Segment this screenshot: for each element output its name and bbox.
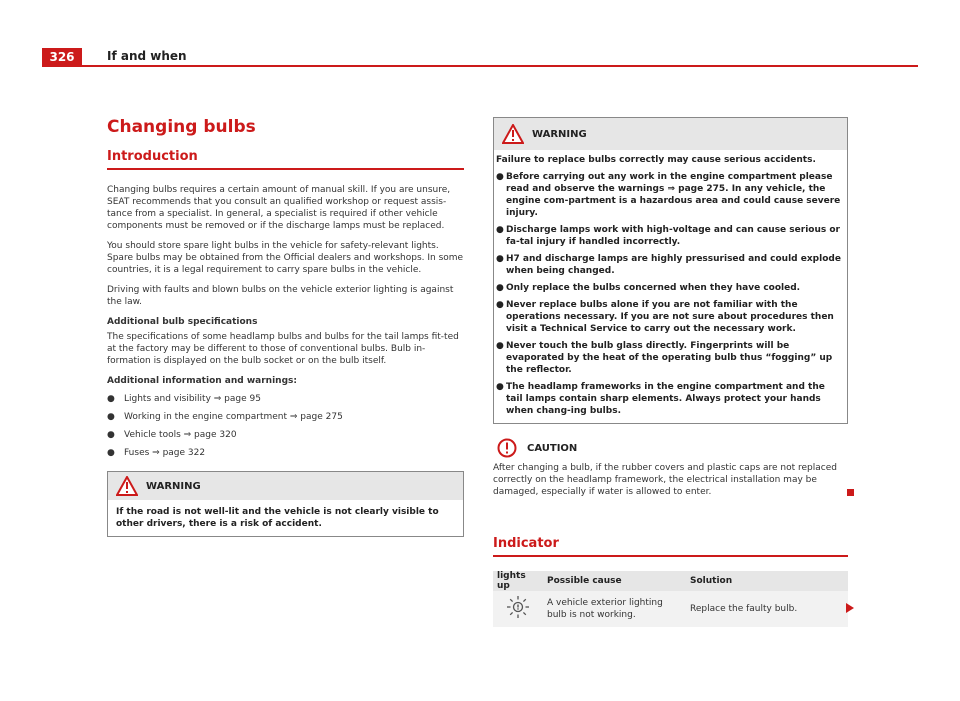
intro-paragraph-1: Changing bulbs requires a certain amount of manual skill. If you are unsure, SEAT recommends that you consult an qualified workshop or request assis-tance from a specialist. In general, a specialist is required if other vehicle components must be removed or if the discharge lamps must be replaced.	[107, 185, 451, 231]
indicator-table	[493, 571, 848, 627]
table-row	[493, 591, 848, 627]
continue-arrow-icon	[846, 603, 854, 613]
intro-paragraph-3: Driving with faults and blown bulbs on the vehicle exterior lighting is against the law.	[107, 285, 454, 307]
warning-triangle-icon	[502, 124, 524, 144]
list-item[interactable]: ● Working in the engine compartment ⇒ page 275	[107, 412, 343, 422]
warning-item: ● H7 and discharge lamps are highly pressurised and could explode when being changed.	[496, 254, 841, 276]
page-title: Changing bulbs	[107, 117, 256, 137]
section-end-marker	[847, 489, 854, 496]
indicator-title: Indicator	[493, 536, 559, 551]
page-number: 326	[42, 48, 82, 67]
section-title: If and when	[107, 49, 187, 63]
subtitle-rule	[107, 168, 464, 170]
bulb-warning-icon	[506, 595, 530, 619]
indicator-section	[493, 536, 848, 627]
table-header-row	[493, 571, 848, 591]
spec-heading: Additional bulb specifications	[107, 317, 258, 327]
warning-item: ● Never touch the bulb glass directly. Fingerprints will be evaporated by the heat of the operating bulb thus “fogging” up the reflector.	[496, 341, 833, 375]
spec-paragraph: The specifications of some headlamp bulbs and bulbs for the tail lamps fit-ted at the factory may be different to those of conventional bulbs. Bulb in-formation is displayed on the bulb socket or on the bulb itself.	[107, 332, 459, 366]
cross-reference-list	[107, 393, 464, 459]
caution-block	[493, 438, 848, 498]
warning-label: WARNING	[532, 128, 587, 140]
table-cell: A vehicle exterior lighting bulb is not working.	[543, 591, 686, 627]
column-header: Solution	[686, 571, 848, 591]
caution-exclamation-icon	[497, 438, 517, 458]
warning-item: ● Only replace the bulbs concerned when they have cooled.	[496, 283, 801, 293]
bullet: ●	[107, 412, 115, 422]
warning-text: If the road is not well-lit and the vehicle is not clearly visible to other drivers, there is a risk of accident.	[116, 507, 439, 529]
list-item[interactable]: ● Lights and visibility ⇒ page 95	[107, 394, 261, 404]
intro-paragraph-2: You should store spare light bulbs in the vehicle for safety-relevant lights. Spare bulbs may be obtained from the Official dealers and workshops. In some countries, it is a legal requirement to carry spare bulbs in the vehicle.	[107, 241, 464, 275]
list-item[interactable]: ● Fuses ⇒ page 322	[107, 448, 206, 458]
column-header: lights up	[493, 571, 543, 591]
warning-item: ● Never replace bulbs alone if you are not familiar with the operations necessary. If you are not sure about procedures then visit a Technical Service to carry out the necessary work.	[496, 300, 834, 334]
warning-header	[494, 118, 847, 150]
info-heading: Additional information and warnings:	[107, 376, 297, 386]
warning-header	[108, 472, 463, 500]
bullet: ●	[107, 448, 115, 458]
table-cell	[493, 591, 543, 627]
warning-item: ● The headlamp frameworks in the engine compartment and the tail lamps contain sharp elements. Always protect your hands when chang-ing bulbs.	[496, 382, 825, 416]
warning-item: ● Discharge lamps work with high-voltage and can cause serious or fa-tal injury if handled incorrectly.	[496, 225, 840, 247]
warning-intro: Failure to replace bulbs correctly may cause serious accidents.	[496, 155, 816, 165]
caution-label: CAUTION	[527, 442, 578, 454]
table-cell: Replace the faulty bulb.	[686, 591, 848, 627]
left-column	[107, 113, 464, 537]
warning-body	[494, 150, 847, 423]
list-item[interactable]: ● Vehicle tools ⇒ page 320	[107, 430, 237, 440]
warning-label: WARNING	[146, 480, 201, 492]
warning-box-left	[107, 471, 464, 537]
warning-item: ● Before carrying out any work in the engine compartment please read and observe the warnings ⇒ page 275. In any vehicle, the engine com-partment is a hazardous area and could cause severe injury.	[496, 172, 841, 218]
bullet: ●	[107, 394, 115, 404]
warning-triangle-icon	[116, 476, 138, 496]
right-column	[493, 117, 848, 627]
column-header: Possible cause	[543, 571, 686, 591]
warning-box-right	[493, 117, 848, 424]
caution-text: After changing a bulb, if the rubber covers and plastic caps are not replaced correctly on the headlamp framework, the electrical installation may be damaged, especially if water is allowed to enter.	[493, 462, 848, 498]
bullet: ●	[107, 430, 115, 440]
caution-header	[493, 438, 848, 458]
section-subtitle: Introduction	[107, 149, 198, 164]
indicator-rule	[493, 555, 848, 557]
header-rule	[42, 65, 918, 67]
